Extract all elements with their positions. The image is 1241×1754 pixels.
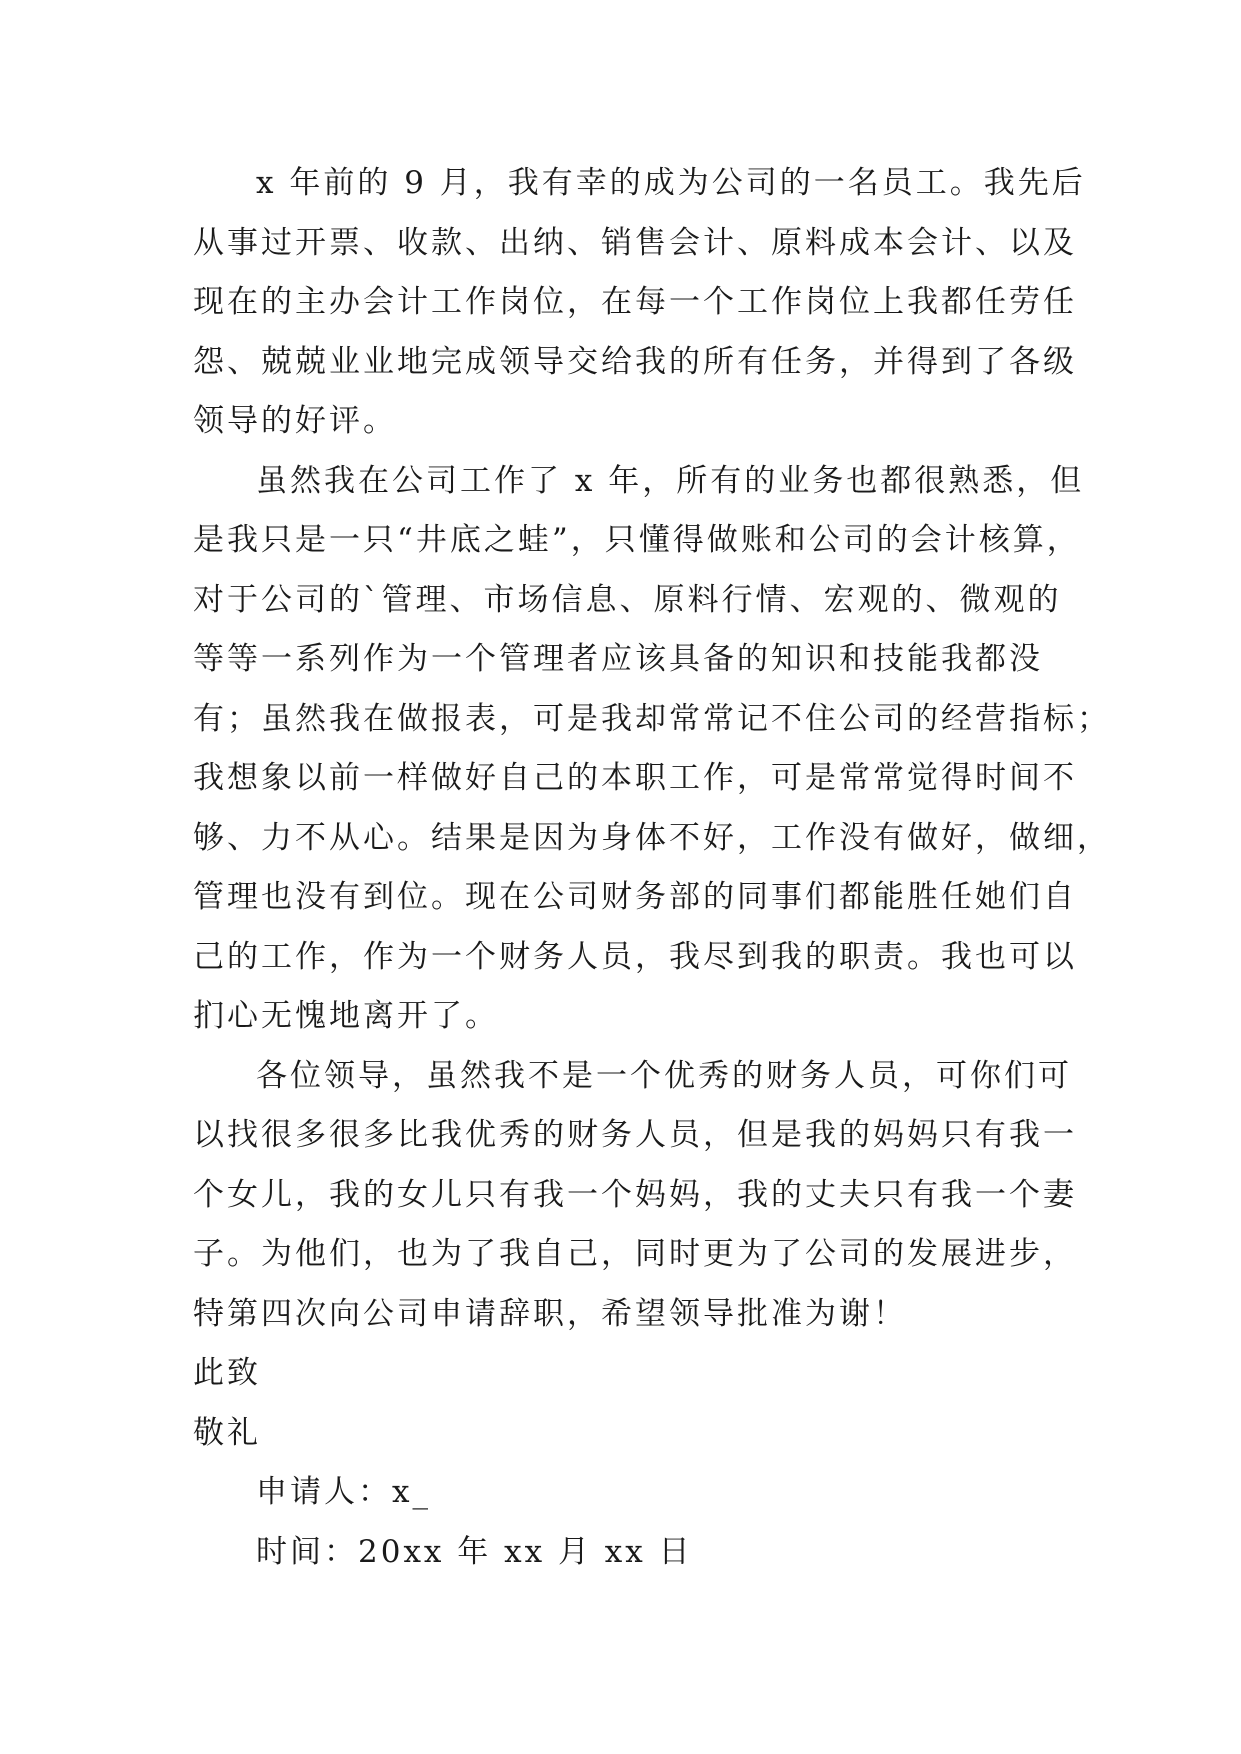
paragraph-1-line: x 年前的 9 月，我有幸的成为公司的一名员工。我先后 [256,165,1086,201]
paragraph-2-line: 够、力不从心。结果是因为身体不好，工作没有做好，做细， [193,819,1111,856]
paragraph-3-line: 各位领导，虽然我不是一个优秀的财务人员，可你们可 [256,1057,1072,1094]
paragraph-3 [193,1047,1077,1345]
paragraph-2-line: 扪心无愧地离开了。 [193,998,499,1034]
paragraph-1-line: 从事过开票、收款、出纳、销售会计、原料成本会计、以及 [193,224,1077,261]
paragraph-2-line: 是我只是一只“井底之蛙”，只懂得做账和公司的会计核算， [193,522,1081,558]
paragraph-2-line: 管理也没有到位。现在公司财务部的同事们都能胜任她们自 [193,879,1077,915]
resignation-letter [193,154,1111,1582]
closing-regards: 敬礼 [193,1414,261,1451]
applicant-line: 申请人：x_ [256,1474,431,1510]
paragraph-2 [193,452,1111,1047]
paragraph-2-line: 对于公司的`管理、市场信息、原料行情、宏观的、微观的 [193,581,1062,618]
closing-salutation: 此致 [193,1355,261,1391]
paragraph-3-line: 个女儿，我的女儿只有我一个妈妈，我的丈夫只有我一个妻 [193,1176,1077,1213]
date-line: 时间：20xx 年 xx 月 xx 日 [256,1533,693,1570]
paragraph-3-line: 特第四次向公司申请辞职，希望领导批准为谢！ [193,1295,907,1332]
paragraph-1-line: 现在的主办会计工作岗位，在每一个工作岗位上我都任劳任 [193,284,1077,320]
paragraph-3-line: 以找很多很多比我优秀的财务人员，但是我的妈妈只有我一 [193,1117,1077,1153]
closing [193,1344,1053,1463]
paragraph-2-line: 我想象以前一样做好自己的本职工作，可是常常觉得时间不 [193,760,1077,796]
paragraph-1-line: 领导的好评。 [193,403,397,439]
paragraph-2-line: 己的工作，作为一个财务人员，我尽到我的职责。我也可以 [193,938,1077,975]
paragraph-1 [193,154,1086,452]
signature-block [193,1463,1053,1582]
paragraph-2-line: 有；虽然我在做报表，可是我却常常记不住公司的经营指标； [193,700,1111,737]
paragraph-2-line: 等等一系列作为一个管理者应该具备的知识和技能我都没 [193,641,1043,677]
paragraph-3-line: 子。为他们，也为了我自己，同时更为了公司的发展进步， [193,1236,1077,1272]
paragraph-1-line: 怨、兢兢业业地完成领导交给我的所有任务，并得到了各级 [193,343,1077,380]
paragraph-2-line: 虽然我在公司工作了 x 年，所有的业务也都很熟悉，但 [256,462,1085,499]
